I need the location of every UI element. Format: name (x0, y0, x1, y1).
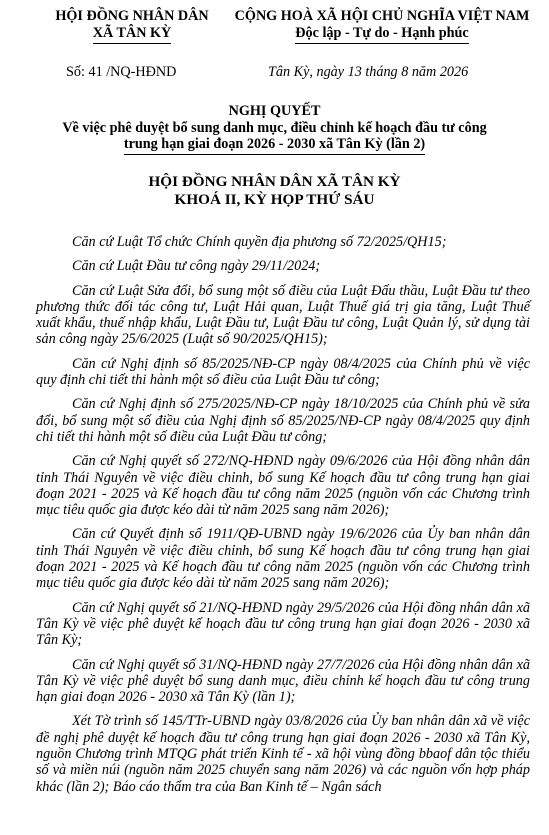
paragraph: Căn cứ Luật Sửa đổi, bổ sung một số điều của Luật Đấu thầu, Luật Đầu tư theo phương thức đối tác công tư, Luật Hải quan, Luật Thuế giá trị gia tăng, Luật Thuế xuất khẩu, thuế nhập khẩu, Luật Đầu tư, Luật Đầu tư công, Luật Quản lý, sử dụng tài sản công ngày 25/6/2025 (Luật số 90/2025/QH15); (36, 282, 530, 348)
place-and-date: Tân Kỳ, ngày 13 tháng 8 năm 2026 (268, 64, 469, 80)
paragraph: Căn cứ Luật Đầu tư công ngày 29/11/2024; (72, 258, 321, 275)
document-kind: NGHỊ QUYẾT (228, 103, 321, 119)
council-heading (0, 173, 549, 209)
nation-name: CỘNG HOÀ XÃ HỘI CHỦ NGHĨA VIỆT NAM (234, 8, 530, 24)
council-name: HỘI ĐỒNG NHÂN DÂN XÃ TÂN KỲ (148, 173, 401, 190)
title-line-1: Về việc phê duyệt bổ sung danh mục, điều chỉnh kế hoạch đầu tư công (62, 119, 487, 136)
issuing-organization (26, 8, 238, 44)
org-subunit: XÃ TÂN KỲ (93, 25, 172, 44)
paragraph: Xét Tờ trình số 145/TTr-UBND ngày 03/8/2026 của Ủy ban nhân dân xã về việc đề nghị phê duyệt kế hoạch đầu tư công trung hạn giai đoạn 2026 - 2030 xã Tân Kỳ, nguồn Chương trình MTQG phát triển Kinh tế - xã hội vùng đồng bbaof dân tộc thiểu số và miền núi (nguồn năm 2025 chuyển sang năm 2026) và các nguồn vốn hợp pháp khác (lần 2); Báo cáo thẩm tra của Ban Kinh tế – Ngân sách (36, 713, 530, 795)
council-session: KHOÁ II, KỲ HỌP THỨ SÁU (174, 191, 375, 208)
org-name: HỘI ĐỒNG NHÂN DÂN (55, 8, 209, 24)
title-line-2: trung hạn giai đoạn 2026 - 2030 xã Tân Kỳ (lần 2) (124, 136, 425, 155)
paragraph: Căn cứ Luật Tổ chức Chính quyền địa phương số 72/2025/QH15; (72, 234, 447, 250)
motto: Độc lập - Tự do - Hạnh phúc (295, 25, 468, 44)
paragraph: Căn cứ Nghị định số 275/2025/NĐ-CP ngày 18/10/2025 của Chính phủ về sửa đổi, bổ sung một số điều của Nghị định số 85/2025/NĐ-CP ngày 08/4/2025 quy định chi tiết thi hành một số điều của Luật Đầu tư công; (36, 396, 530, 445)
paragraph: Căn cứ Quyết định số 1911/QĐ-UBND ngày 19/6/2026 của Ủy ban nhân dân tỉnh Thái Nguyên về việc điều chỉnh, bổ sung Kế hoạch đầu tư công trung hạn giai đoạn 2021 - 2025 và Kế hoạch đầu tư công năm 2025 (nguồn vốn các Chương trình mục tiêu quốc gia được kéo dài từ năm 2025 sang năm 2026); (36, 526, 530, 592)
document-number: Số: 41 /NQ-HĐND (66, 64, 177, 80)
legal-basis (36, 234, 530, 803)
document-title (0, 103, 549, 155)
paragraph: Căn cứ Nghị quyết số 21/NQ-HĐND ngày 29/5/2026 của Hội đồng nhân dân xã Tân Kỳ về việc phê duyệt kế hoạch đầu tư công trung hạn giai đoạn 2026 - 2030 xã Tân Kỳ; (36, 599, 530, 649)
paragraph: Căn cứ Nghị định số 85/2025/NĐ-CP ngày 08/4/2025 của Chính phủ về việc quy định chi tiết thi hành một số điều của Luật Đầu tư công; (36, 355, 530, 389)
paragraph: Căn cứ Nghị quyết số 272/NQ-HĐND ngày 09/6/2026 của Hội đồng nhân dân tỉnh Thái Nguyên về việc điều chỉnh, bổ sung Kế hoạch đầu tư công trung hạn giai đoạn 2021 - 2025 và Kế hoạch đầu tư công năm 2025 (nguồn vốn các Chương trình mục tiêu quốc gia được kéo dài từ năm 2025 sang năm 2026); (36, 453, 530, 519)
paragraph: Căn cứ Nghị quyết số 31/NQ-HĐND ngày 27/7/2026 của Hội đồng nhân dân xã Tân Kỳ về việc phê duyệt bổ sung danh mục, điều chỉnh kế hoạch đầu tư công trung hạn giai đoạn 2026 - 2030 xã Tân Kỳ (lần 1); (36, 656, 530, 706)
national-motto (226, 8, 538, 44)
